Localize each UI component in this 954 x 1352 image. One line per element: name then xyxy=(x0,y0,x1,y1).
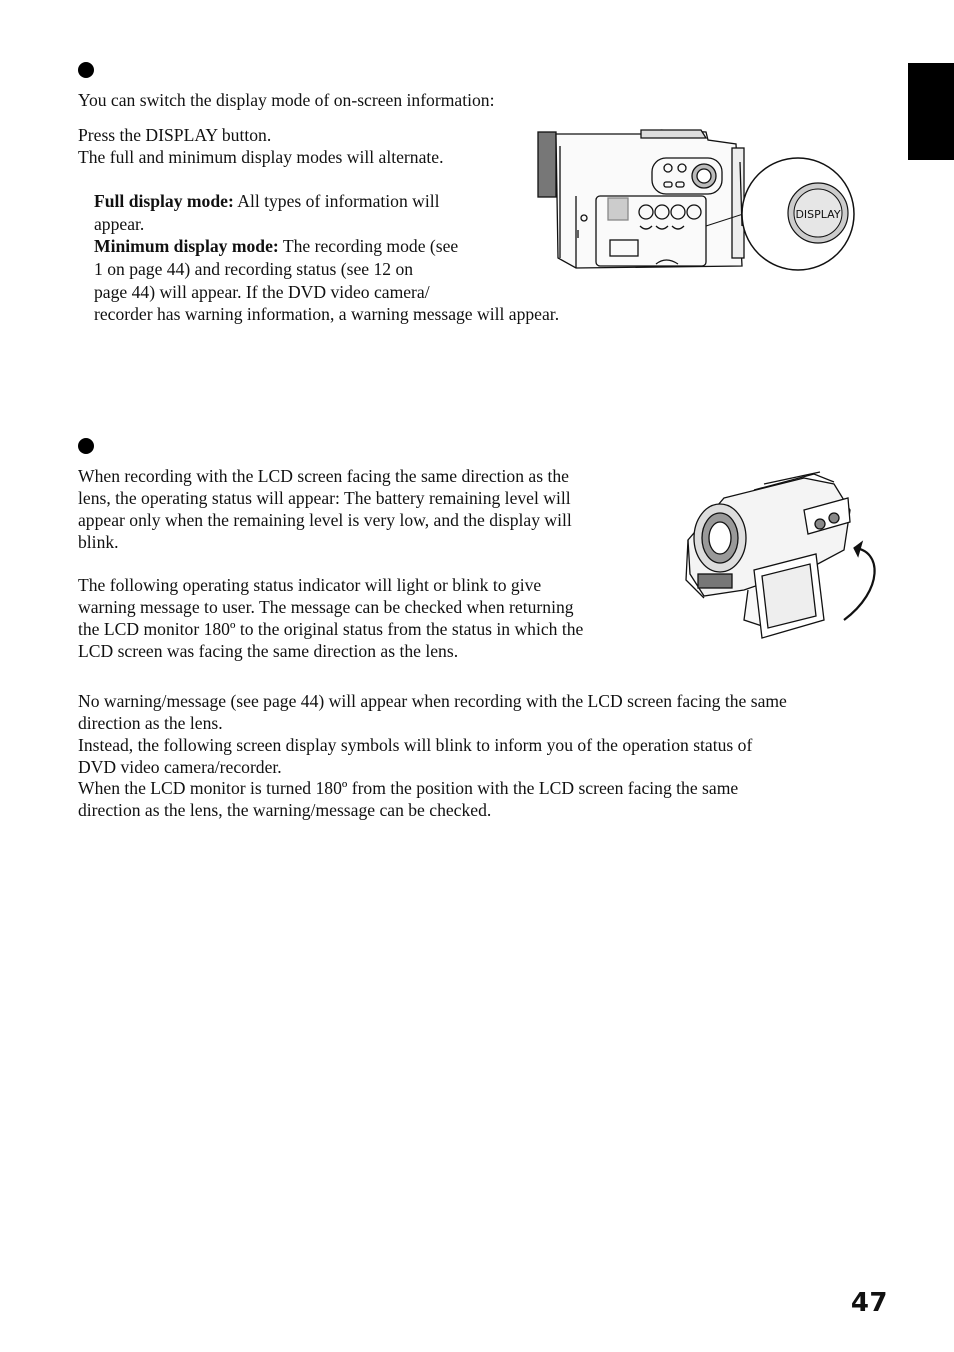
para2-line1: The following operating status indicator will light or blink to give xyxy=(78,575,542,595)
para3-line2: direction as the lens. xyxy=(78,713,223,733)
minimum-display-text-4: recorder has warning information, a warning message will appear. xyxy=(94,304,560,324)
para3-line3: Instead, the following screen display symbols will blink to inform you of the operation status of xyxy=(78,735,753,755)
minimum-display-text-2: 1 on page 44) and recording status (see 12 on xyxy=(94,259,414,279)
camcorder-side-illustration xyxy=(536,126,876,274)
para1-line1: When recording with the LCD screen facing the same direction as the xyxy=(78,466,569,486)
para3-line4: DVD video camera/recorder. xyxy=(78,757,282,777)
para3-line1: No warning/message (see page 44) will appear when recording with the LCD screen facing the same xyxy=(78,691,787,711)
full-display-mode xyxy=(94,190,440,212)
camcorder-lcd-rotated-illustration xyxy=(684,470,894,640)
full-display-text: All types of information will xyxy=(237,191,440,211)
para3-line6: direction as the lens, the warning/message can be checked. xyxy=(78,800,492,820)
minimum-display-mode xyxy=(94,235,458,257)
page-number: 47 xyxy=(850,1288,888,1318)
section-bullet-2 xyxy=(78,438,94,454)
full-display-label: Full display mode: xyxy=(94,191,234,211)
section-bullet-1 xyxy=(78,62,94,78)
para1-line3: appear only when the remaining level is very low, and the display will xyxy=(78,510,572,530)
para1-line4: blink. xyxy=(78,532,119,552)
chapter-edge-tab xyxy=(908,63,954,160)
minimum-display-text-3: page 44) will appear. If the DVD video camera/ xyxy=(94,282,430,302)
minimum-display-label: Minimum display mode: xyxy=(94,236,279,256)
para1-line2: lens, the operating status will appear: The battery remaining level will xyxy=(78,488,571,508)
para2-line4: LCD screen was facing the same direction as the lens. xyxy=(78,641,459,661)
display-button-label: DISPLAY xyxy=(795,208,841,221)
full-display-text-cont: appear. xyxy=(94,214,145,234)
display-intro: You can switch the display mode of on-screen information: xyxy=(78,90,495,110)
para2-line3: the LCD monitor 180º to the original status from the status in which the xyxy=(78,619,584,639)
step-press-display: Press the DISPLAY button. xyxy=(78,125,272,145)
step-alternate: The full and minimum display modes will alternate. xyxy=(78,147,444,167)
para2-line2: warning message to user. The message can be checked when returning xyxy=(78,597,574,617)
para3-line5: When the LCD monitor is turned 180º from the position with the LCD screen facing the same xyxy=(78,778,739,798)
minimum-display-text: The recording mode (see xyxy=(282,236,459,256)
